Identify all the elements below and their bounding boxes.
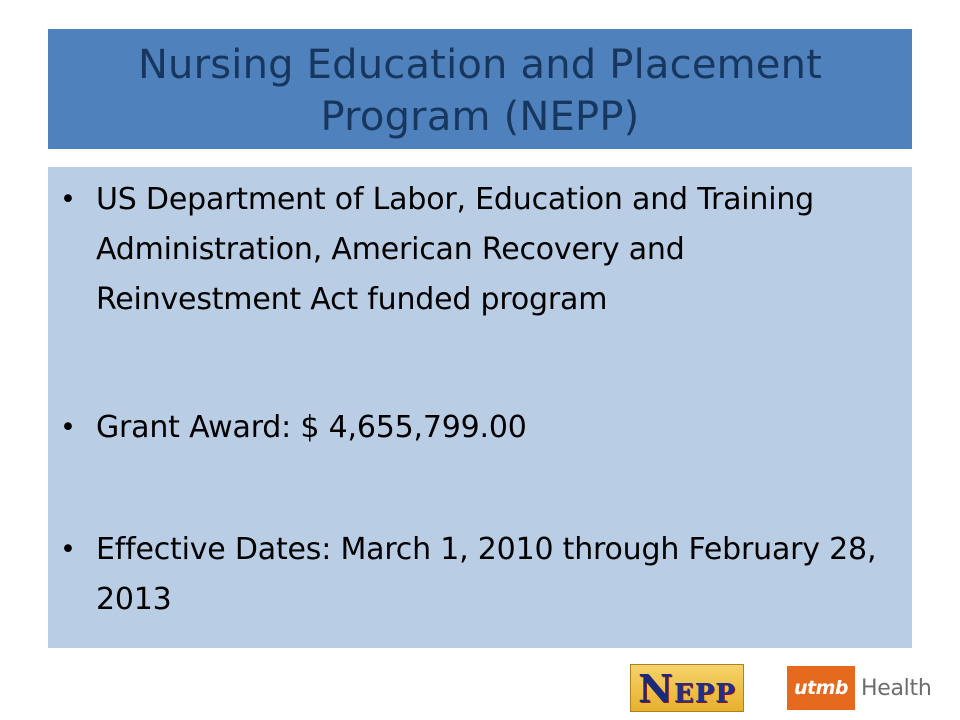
bullet-item-effective-dates [59, 525, 886, 625]
bullet-text: Effective Dates: March 1, 2010 through February 28, 2013 [96, 532, 877, 617]
utmb-health-word: Health [861, 675, 932, 701]
utmb-health-logo [787, 666, 931, 710]
utmb-mark: utmb [787, 666, 855, 710]
nepp-logo [630, 664, 744, 712]
bullet-item-funding [59, 175, 886, 325]
nepp-logo-rest: EPP [673, 678, 736, 709]
nepp-logo-text [638, 666, 736, 711]
bullet-marker: • [60, 184, 76, 215]
bullet-marker: • [60, 412, 76, 443]
content-box [48, 167, 912, 648]
bullet-text: US Department of Labor, Education and Training Administration, American Recovery and Reinvestment Act funded program [96, 182, 815, 317]
bullet-item-grant-award [59, 403, 886, 453]
bullet-marker: • [60, 534, 76, 565]
bullet-text: Grant Award: $ 4,655,799.00 [96, 410, 527, 445]
slide-title: Nursing Education and Placement Program (NEPP) [137, 42, 823, 140]
nepp-logo-initial: N [638, 665, 674, 711]
title-bar [48, 29, 912, 149]
